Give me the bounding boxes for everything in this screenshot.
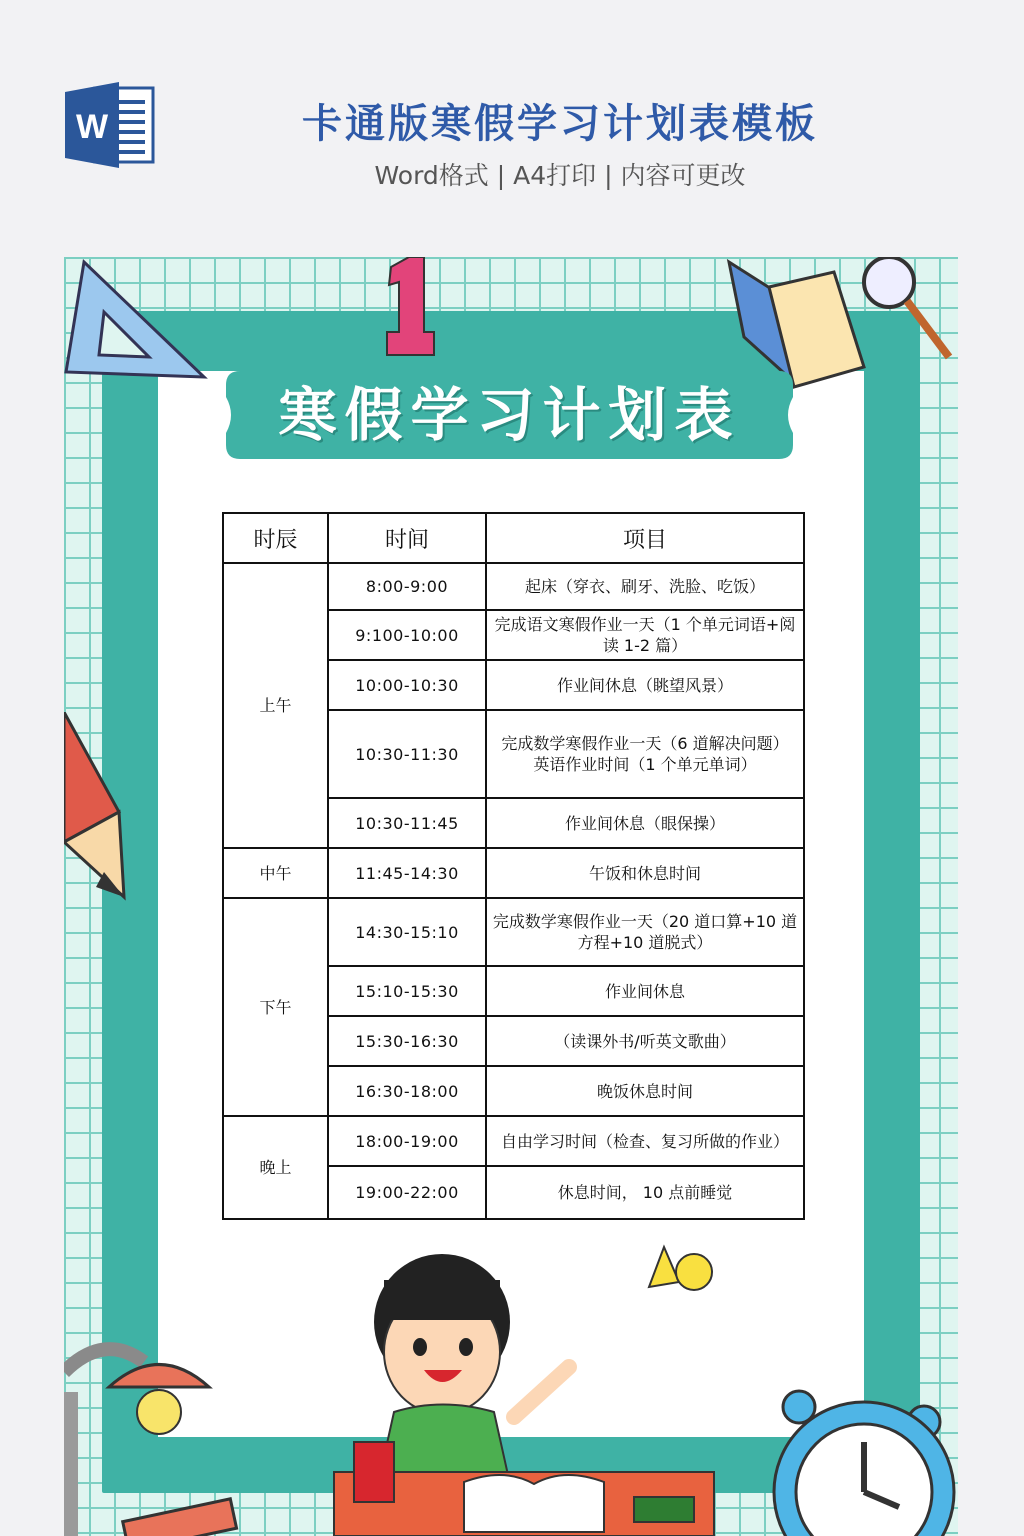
time-cell: 15:10-15:30 bbox=[328, 966, 486, 1016]
period-cell-noon: 中午 bbox=[223, 848, 328, 898]
time-cell: 16:30-18:00 bbox=[328, 1066, 486, 1116]
banner-title: 寒假学习计划表 bbox=[278, 381, 741, 449]
item-cell: 作业间休息 bbox=[486, 966, 804, 1016]
page-subtitle: Word格式 | A4打印 | 内容可更改 bbox=[374, 161, 746, 190]
time-cell: 10:00-10:30 bbox=[328, 660, 486, 710]
alarm-clock-icon bbox=[754, 1387, 958, 1536]
item-cell: 作业间休息（眼保操） bbox=[486, 798, 804, 848]
item-cell: 休息时间， 10 点前睡觉 bbox=[486, 1166, 804, 1219]
column-header-period: 时辰 bbox=[223, 513, 328, 563]
boy-studying-illustration bbox=[324, 1242, 724, 1536]
table-row bbox=[223, 563, 804, 610]
period-cell-morning: 上午 bbox=[223, 563, 328, 848]
table-header-row bbox=[223, 513, 804, 563]
time-cell: 19:00-22:00 bbox=[328, 1166, 486, 1219]
item-cell: （读课外书/听英文歌曲） bbox=[486, 1016, 804, 1066]
svg-text:W: W bbox=[75, 108, 109, 146]
item-cell: 晚饭休息时间 bbox=[486, 1066, 804, 1116]
item-cell: 完成语文寒假作业一天（1 个单元词语+阅读 1-2 篇） bbox=[486, 610, 804, 660]
time-cell: 11:45-14:30 bbox=[328, 848, 486, 898]
time-cell: 8:00-9:00 bbox=[328, 563, 486, 610]
magnifier-icon bbox=[849, 257, 958, 367]
planner-poster bbox=[64, 257, 958, 1536]
column-header-time: 时间 bbox=[328, 513, 486, 563]
schedule-table bbox=[222, 512, 805, 1220]
page-title: 卡通版寒假学习计划表模板 bbox=[302, 101, 818, 147]
item-cell: 完成数学寒假作业一天（20 道口算+10 道方程+10 道脱式） bbox=[486, 898, 804, 966]
table-row bbox=[223, 1116, 804, 1166]
period-cell-evening: 晚上 bbox=[223, 1116, 328, 1219]
time-cell: 18:00-19:00 bbox=[328, 1116, 486, 1166]
item-cell bbox=[486, 710, 804, 798]
item-line: 英语作业时间（1 个单元单词） bbox=[533, 755, 757, 774]
item-cell: 午饭和休息时间 bbox=[486, 848, 804, 898]
time-cell: 10:30-11:30 bbox=[328, 710, 486, 798]
pencil-icon bbox=[64, 712, 134, 907]
number-one-icon bbox=[379, 257, 439, 357]
triangle-ruler-icon bbox=[64, 257, 214, 392]
time-cell: 14:30-15:10 bbox=[328, 898, 486, 966]
desk-lamp-icon bbox=[64, 1332, 244, 1536]
time-cell: 10:30-11:45 bbox=[328, 798, 486, 848]
item-cell: 作业间休息（眺望风景） bbox=[486, 660, 804, 710]
time-cell: 9:100-10:00 bbox=[328, 610, 486, 660]
page-header bbox=[0, 0, 1024, 255]
table-row bbox=[223, 898, 804, 966]
period-cell-afternoon: 下午 bbox=[223, 898, 328, 1116]
item-cell: 自由学习时间（检查、复习所做的作业） bbox=[486, 1116, 804, 1166]
item-line: 完成数学寒假作业一天（6 道解决问题） bbox=[501, 734, 789, 753]
column-header-item: 项目 bbox=[486, 513, 804, 563]
time-cell: 15:30-16:30 bbox=[328, 1016, 486, 1066]
table-row bbox=[223, 848, 804, 898]
item-cell: 起床（穿衣、刷牙、洗脸、吃饭） bbox=[486, 563, 804, 610]
